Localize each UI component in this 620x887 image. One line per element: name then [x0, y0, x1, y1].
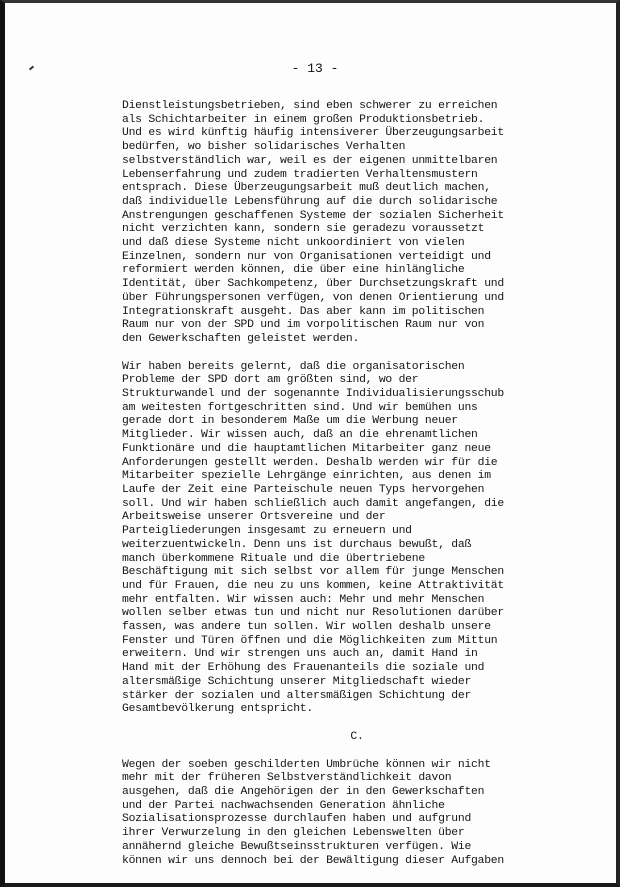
page-number: - 13 - [291, 61, 339, 76]
text-line: bedürfen, wo bisher solidarisches Verhalten [122, 141, 406, 154]
text-line: Laufe der Zeit eine Parteischule neuen Typs hervorgehen [122, 483, 485, 496]
text-line: Wir haben bereits gelernt, daß die organisatorischen [122, 360, 465, 373]
text-line: Parteigliederungen insgesamt zu erneuern und [122, 525, 412, 538]
text-line: entsprach. Diese Überzeugungsarbeit muß deutlich machen, [122, 182, 491, 195]
text-line: Anforderungen gestellt werden. Deshalb werden wir für die [122, 456, 498, 469]
text-line: Einzelnen, sondern nur von Organisationen verteidigt und [122, 250, 491, 263]
text-line: manch überkommene Rituale und die übertriebene [122, 552, 425, 565]
text-line: Dienstleistungsbetrieben, sind eben schwerer zu erreichen [122, 100, 498, 112]
text-line: weiterzuentwickeln. Denn uns ist durchaus bewußt, daß [122, 538, 472, 551]
text-line: ausgehen, daß die Angehörigen der in den Gewerkschaften [122, 786, 485, 799]
text-line: wollen selber etwas tun und nicht nur Resolutionen darüber [122, 607, 504, 620]
text-line: soll. Und wir haben schließlich auch damit angefangen, die [122, 497, 504, 510]
text-line: Mitglieder. Wir wissen auch, daß an die ehrenamtlichen [122, 429, 478, 442]
text-line: Gesamtbevölkerung entspricht. [122, 703, 313, 716]
text-line: Probleme der SPD dort am größten sind, wo der [122, 374, 419, 387]
text-line: fassen, was andere tun sollen. Wir wollen deshalb unsere [122, 621, 491, 634]
text-line: reformiert werden können, die über eine hinlängliche [122, 264, 465, 277]
text-line: daß individuelle Lebensführung auf die durch solidarische [122, 195, 498, 208]
text-line: altersmäßige Schichtung unserer Mitgliedschaft wieder [122, 675, 472, 688]
text-line: Anstrengungen geschaffenen Systeme der sozialen Sicherheit [122, 209, 504, 222]
text-line: stärker der sozialen und altersmäßigen Schichtung der [122, 689, 472, 702]
paragraph-3 [122, 759, 562, 869]
text-line: mehr mit der früheren Selbstverständlichkeit davon [122, 772, 452, 785]
text-line: und der Partei nachwachsenden Generation ähnliche [122, 799, 445, 812]
text-line: und daß diese Systeme nicht unkoordiniert von vielen [122, 237, 465, 250]
text-line: ihrer Verwurzelung in den gleichen Lebenswelten über [122, 827, 465, 840]
section-heading: C. [350, 730, 364, 743]
text-line: gerade dort in besonderem Maße um die Werbung neuer [122, 415, 458, 428]
text-line: nicht verzichten kann, sondern sie geradezu voraussetzt [122, 223, 485, 236]
text-line: mehr entfalten. Wir wissen auch: Mehr und mehr Menschen [122, 593, 485, 606]
text-line: Und es wird künftig häufig intensiverer Überzeugungsarbeit [122, 127, 504, 140]
text-line: Hand mit der Erhöhung des Frauenanteils die soziale und [122, 662, 485, 675]
text-line: selbstverständlich war, weil es der eigenen unmittelbaren [122, 154, 498, 167]
text-line: Fenster und Türen öffnen und die Möglichkeiten zum Mittun [122, 634, 498, 647]
text-line: Beschäftigung mit sich selbst vor allem für junge Menschen [122, 566, 504, 579]
text-line: Arbeitsweise unserer Ortsvereine und der [122, 511, 386, 524]
text-line: als Schichtarbeiter in einem großen Produktionsbetrieb. [122, 113, 485, 126]
text-line: den Gewerkschaften geleistet werden. [122, 332, 360, 345]
paragraph-1 [122, 100, 562, 347]
text-line: annähernd gleiche Bewußtseinsstrukturen verfügen. Wie [122, 840, 472, 853]
text-line: Funktionäre und die hauptamtlichen Mitarbeiter ganz neue [122, 442, 491, 455]
text-line: über Führungspersonen verfügen, von denen Orientierung und [122, 291, 504, 304]
text-line: Lebenserfahrung und zudem tradierten Verhaltensmustern [122, 168, 478, 181]
text-line: erweitern. Und wir strengen uns auch an, damit Hand in [122, 648, 478, 661]
text-line: am weitesten fortgeschritten sind. Und wir bemühen uns [122, 401, 478, 414]
document-body [122, 100, 562, 868]
text-line: Identität, über Sachkompetenz, über Durchsetzungskraft und [122, 278, 504, 291]
paragraph-2 [122, 361, 562, 717]
text-line: können wir uns dennoch bei der Bewältigung dieser Aufgaben [122, 854, 504, 867]
text-line: Mitarbeiter spezielle Lehrgänge einrichten, aus denen im [122, 470, 491, 483]
text-line: und für Frauen, die neu zu uns kommen, keine Attraktivität [122, 579, 504, 592]
text-line: Sozialisationsprozesse durchlaufen haben und aufgrund [122, 813, 472, 826]
text-line: Strukturwandel und der sogenannte Individualisierungsschub [122, 388, 504, 401]
text-line: Raum nur von der SPD und im vorpolitischen Raum nur von [122, 319, 485, 332]
text-line: Integrationskraft ausgeht. Das aber kann im politischen [122, 305, 485, 318]
text-line: Wegen der soeben geschilderten Umbrüche können wir nicht [122, 758, 491, 771]
